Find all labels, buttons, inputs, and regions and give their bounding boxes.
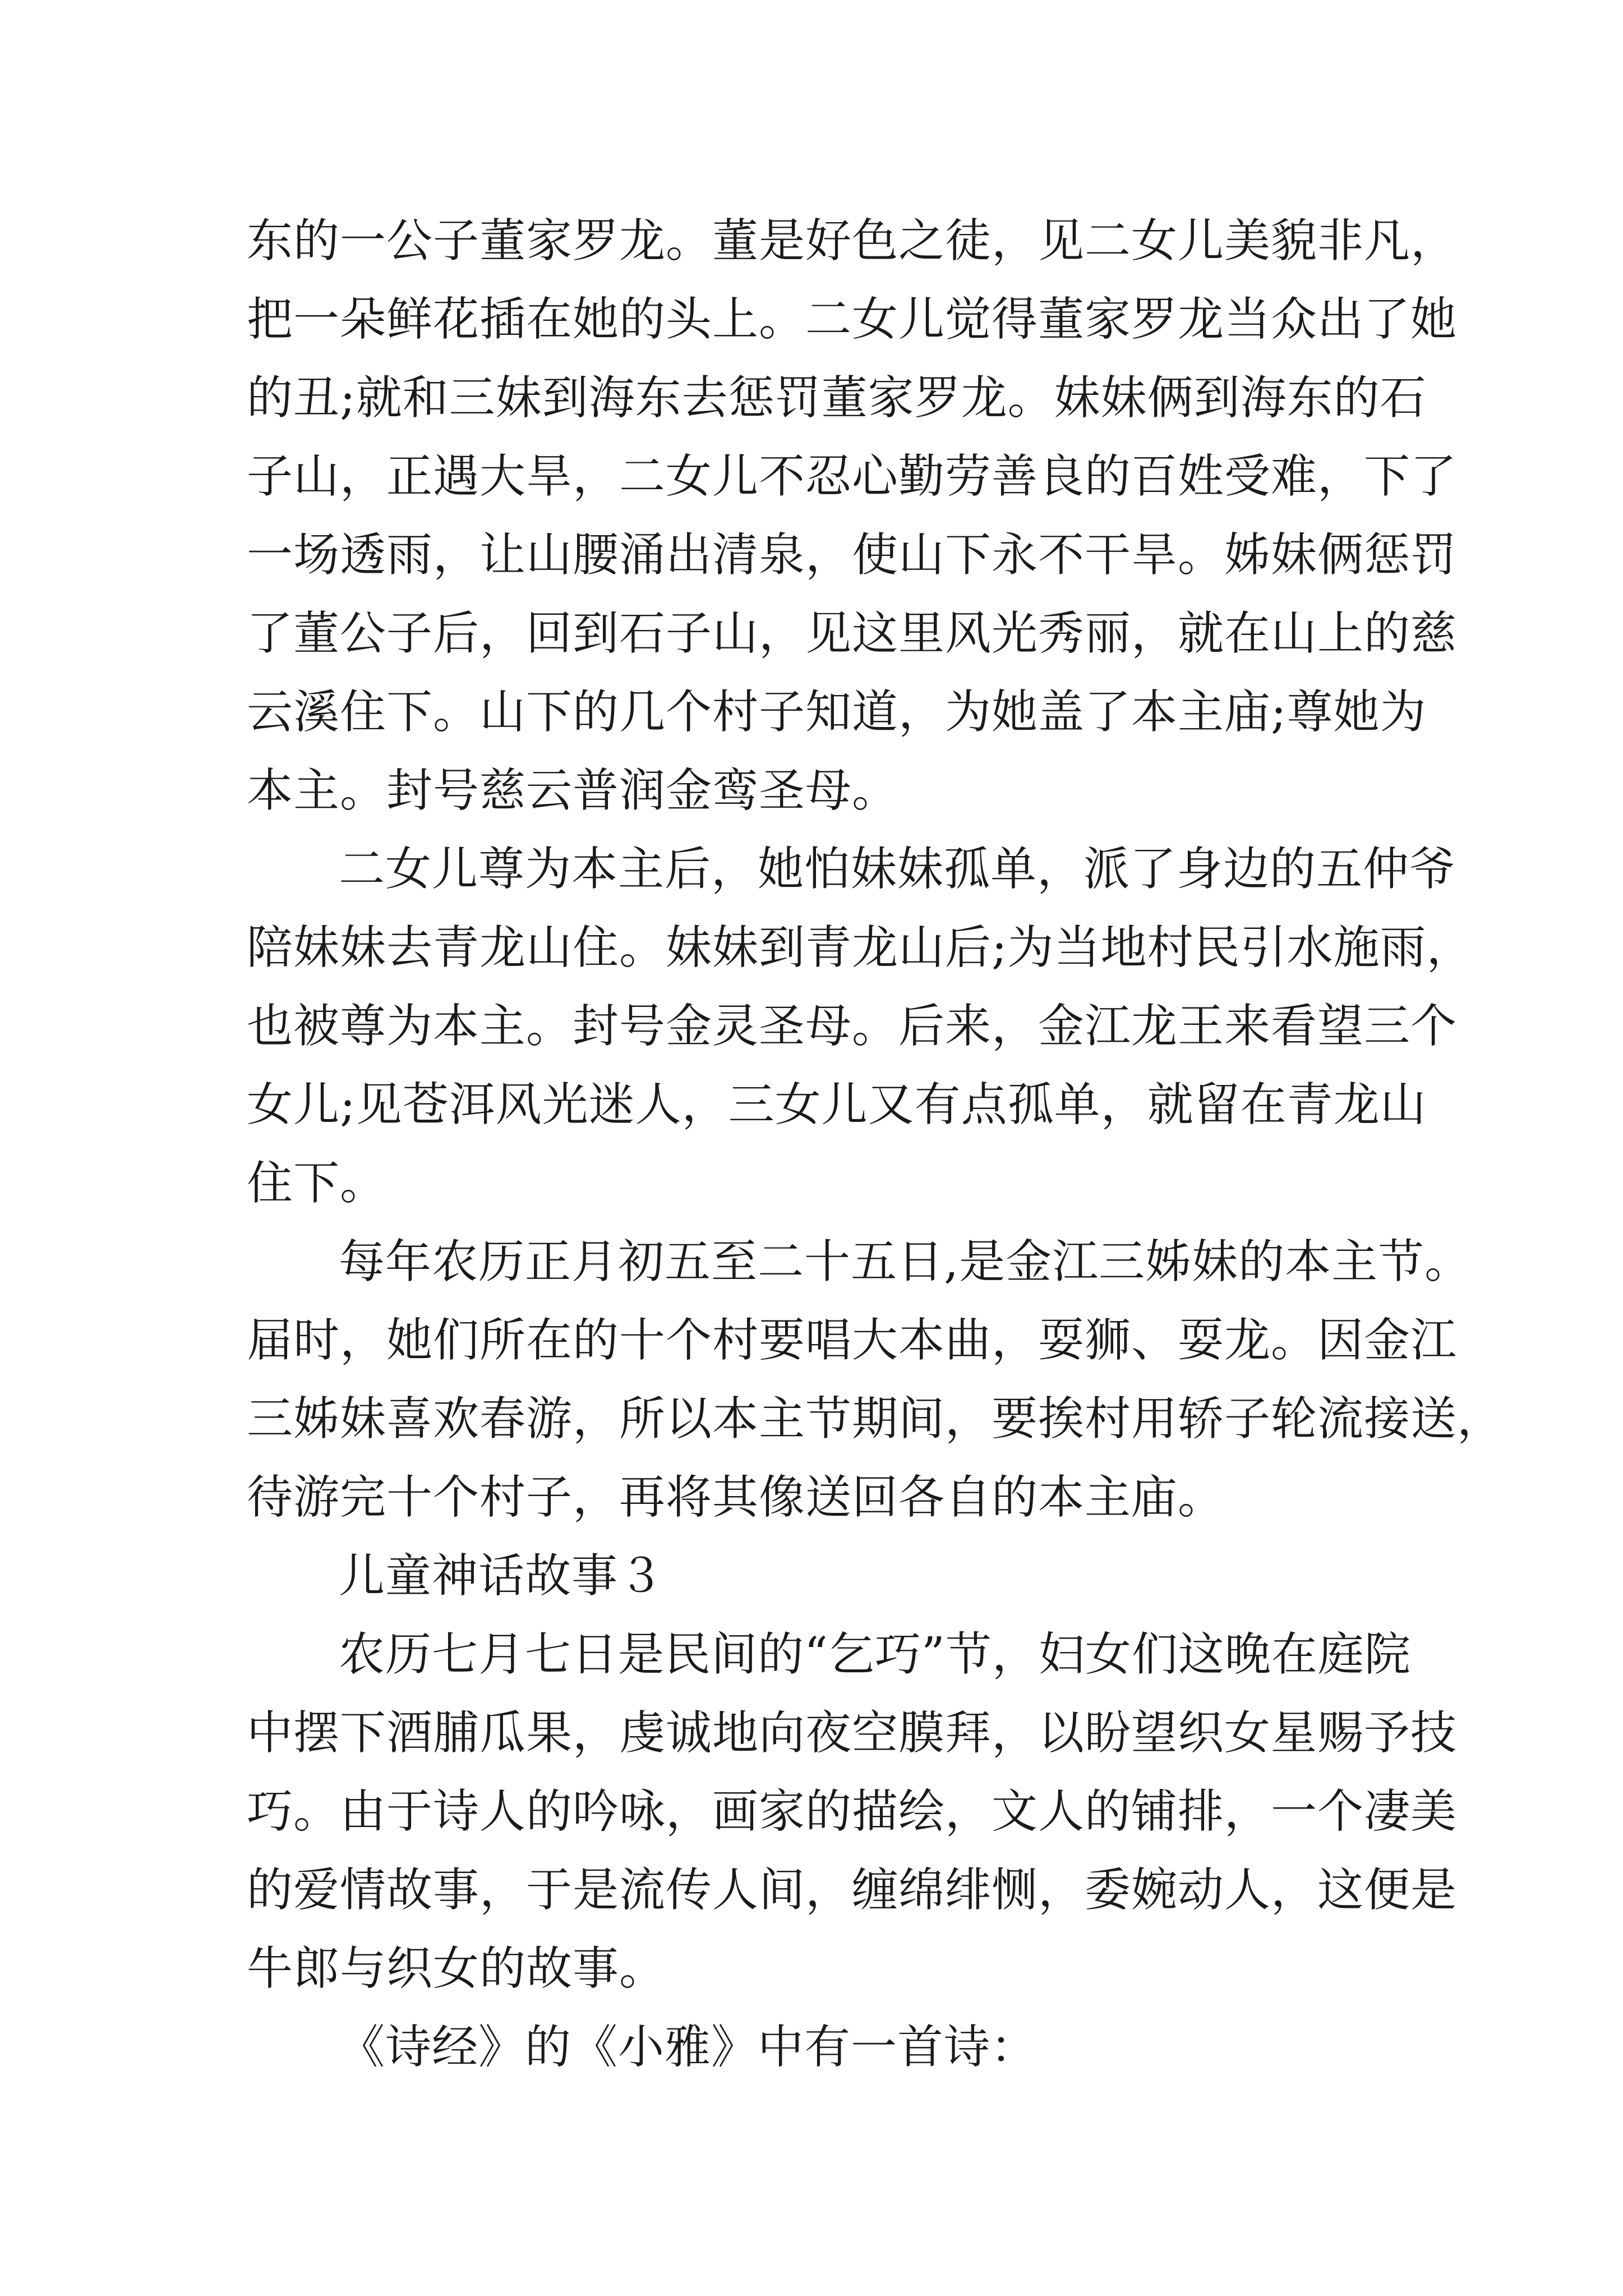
document-body — [247, 202, 1504, 2087]
paragraph-start-line: 《诗经》的《小雅》中有一首诗： — [339, 2021, 1038, 2074]
text-line: 也被尊为本主。封号金灵圣母。后来，金江龙王来看望三个 — [247, 1000, 1458, 1053]
text-line: 女儿;见苍洱风光迷人，三女儿又有点孤单，就留在青龙山 — [247, 1078, 1427, 1131]
text-line: 届时，她们所在的十个村要唱大本曲，耍狮、耍龙。因金江 — [247, 1314, 1458, 1367]
text-line: 住下。 — [247, 1157, 387, 1210]
text-line: 把一朵鲜花插在她的头上。二女儿觉得董家罗龙当众出了她 — [247, 293, 1458, 346]
text-line: 子山，正遇大旱，二女儿不忍心勤劳善良的百姓受难，下了 — [247, 450, 1458, 503]
text-line: 牛郎与织女的故事。 — [247, 1942, 666, 1995]
text-line: 巧。由于诗人的吟咏，画家的描绘，文人的铺排，一个凄美 — [247, 1785, 1458, 1838]
text-line: 待游完十个村子，再将其像送回各自的本主庙。 — [247, 1471, 1225, 1524]
text-line: 东的一公子董家罗龙。董是好色之徒，见二女儿美貌非凡， — [247, 214, 1458, 268]
text-line: 的爱情故事，于是流传人间，缠绵绯恻，委婉动人，这便是 — [247, 1864, 1458, 1917]
text-line: 三姊妹喜欢春游，所以本主节期间，要挨村用轿子轮流接送， — [247, 1392, 1504, 1446]
text-line: 的丑;就和三妹到海东去惩罚董家罗龙。妹妹俩到海东的石 — [247, 371, 1427, 425]
text-line: 一场透雨，让山腰涌出清泉，使山下永不干旱。姊妹俩惩罚 — [247, 528, 1458, 582]
paragraph-start-line: 农历七月七日是民间的“乞巧”节，妇女们这晚在庭院 — [339, 1628, 1411, 1681]
paragraph-start-line: 每年农历正月初五至二十五日,是金江三姊妹的本主节。 — [339, 1235, 1472, 1289]
text-line: 云溪住下。山下的几个村子知道，为她盖了本主庙;尊她为 — [247, 685, 1427, 739]
text-line: 了董公子后，回到石子山，见这里风光秀丽，就在山上的慈 — [247, 607, 1458, 660]
paragraph-start-line: 二女儿尊为本主后，她怕妹妹孤单，派了身边的五仲爷 — [339, 843, 1456, 896]
text-line: 本主。封号慈云普润金鸾圣母。 — [247, 764, 899, 817]
section-heading: 儿童神话故事３ — [339, 1549, 665, 1603]
text-line: 陪妹妹去青龙山住。妹妹到青龙山后;为当地村民引水施雨， — [247, 921, 1473, 974]
text-line: 中摆下酒脯瓜果，虔诚地向夜空膜拜，以盼望织女星赐予技 — [247, 1706, 1458, 1760]
